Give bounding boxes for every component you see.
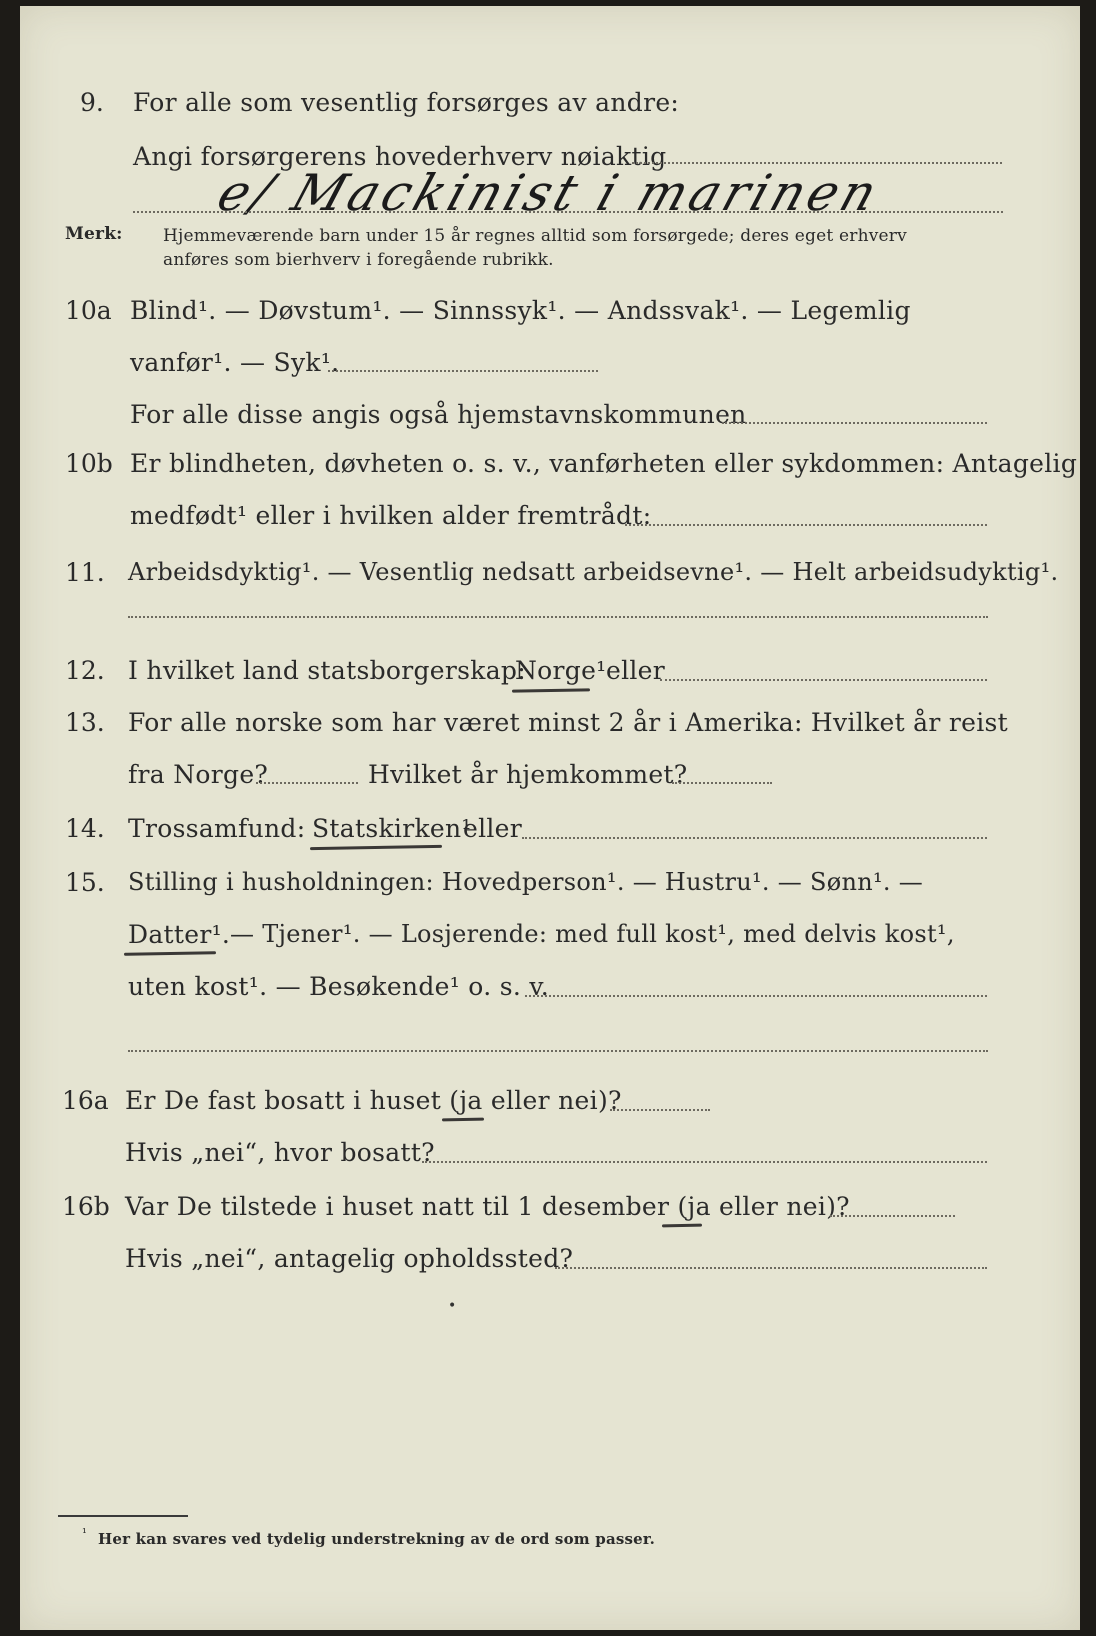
question-14-prefix: Trossamfund: [128,814,306,843]
answer-line-10b[interactable] [625,524,987,526]
question-16a-line1: Er De fast bosatt i huset (ja eller nei)? [125,1086,622,1115]
question-12-prefix: I hvilket land statsborgerskap: [128,656,526,685]
underline-statskirken [310,845,442,850]
answer-line-10a-kommune[interactable] [722,422,987,424]
answer-line-12[interactable] [660,679,987,681]
question-12-suffix: eller [606,656,666,685]
underline-ja-16a [442,1118,484,1122]
question-13-line1: For alle norske som har været minst 2 år i Amerika: Hvilket år reist [128,708,1009,737]
answer-line-16a[interactable] [610,1109,710,1111]
question-9-number: 9. [80,88,104,117]
answer-line-15[interactable] [525,995,987,997]
question-11-number: 11. [65,558,105,587]
question-16a-line2: Hvis „nei“, hvor bosatt? [125,1138,435,1167]
merk-label: Merk: [65,224,123,244]
question-12-number: 12. [65,656,105,685]
ink-dot: • [448,1298,457,1314]
question-9-line1: For alle som vesentlig forsørges av andre: [133,88,680,117]
question-9-line2: Angi forsørgerens hovederhverv nøiaktig [133,142,667,171]
census-form-page [20,6,1080,1630]
option-ja-16b[interactable]: ja [687,1192,711,1221]
question-14-number: 14. [65,814,105,843]
answer-line-15b[interactable] [128,1050,988,1052]
underline-norge [512,688,590,692]
footnote-rule [58,1515,188,1517]
answer-line-10a[interactable] [328,370,598,372]
answer-line-11[interactable] [128,616,988,618]
question-15-line3: uten kost¹. — Besøkende¹ o. s. v. [128,972,550,1001]
question-10a-line2: vanfør¹. — Syk¹. [130,348,340,377]
question-10a-line1: Blind¹. — Døvstum¹. — Sinnssyk¹. — Andssvak¹. — Legemlig [130,296,911,325]
underline-datter [124,951,216,956]
option-ja-16a[interactable]: ja [459,1086,483,1115]
option-datter[interactable]: Datter¹. [128,920,231,949]
handwritten-answer-9: e/ Mackinist i marinen [210,164,888,222]
question-10a-number: 10a [65,296,112,325]
question-10b-line1: Er blindheten, døvheten o. s. v., vanførheten eller sykdommen: Antagelig [130,449,1078,478]
question-15-line2: — Tjener¹. — Losjerende: med full kost¹, med delvis kost¹, [230,920,955,948]
question-16a-number: 16a [62,1086,109,1115]
question-16b-number: 16b [62,1192,110,1221]
question-16b-line2: Hvis „nei“, antagelig opholdssted? [125,1244,574,1273]
question-14-suffix: eller [463,814,523,843]
question-13-line2a: fra Norge? [128,760,269,789]
answer-line-14[interactable] [522,837,987,839]
footnote-mark: ¹ [82,1526,88,1540]
underline-ja-16b [662,1224,702,1228]
question-10b-number: 10b [65,449,113,478]
answer-line-16b[interactable] [830,1215,955,1217]
question-16b-line1: Var De tilstede i huset natt til 1 desember (ja eller nei)? [125,1192,850,1221]
answer-line-16b-opholdssted[interactable] [555,1267,987,1269]
option-norge[interactable]: Norge¹ [515,656,607,685]
merk-line2: anføres som bierhverv i foregående rubrikk. [163,250,554,270]
answer-line-16a-bosatt[interactable] [422,1161,987,1163]
merk-line1: Hjemmeværende barn under 15 år regnes alltid som forsørgede; deres eget erhverv [163,226,907,246]
question-15-number: 15. [65,868,105,897]
footnote-text: Her kan svares ved tydelig understrekning av de ord som passer. [98,1530,656,1548]
question-13-line2b: Hvilket år hjemkommet? [368,760,688,789]
question-13-number: 13. [65,708,105,737]
question-10a-line3: For alle disse angis også hjemstavnskommunen [130,400,747,429]
answer-line-13-reist[interactable] [256,782,358,784]
answer-line-9b[interactable] [133,211,1003,213]
option-statskirken[interactable]: Statskirken¹ [312,814,472,843]
answer-line-13-hjemkommet[interactable] [672,782,772,784]
question-10b-line2: medfødt¹ eller i hvilken alder fremtrådt: [130,501,652,530]
question-11-line1: Arbeidsdyktig¹. — Vesentlig nedsatt arbeidsevne¹. — Helt arbeidsudyktig¹. [128,558,1059,586]
question-15-line1: Stilling i husholdningen: Hovedperson¹. — Hustru¹. — Sønn¹. — [128,868,924,896]
